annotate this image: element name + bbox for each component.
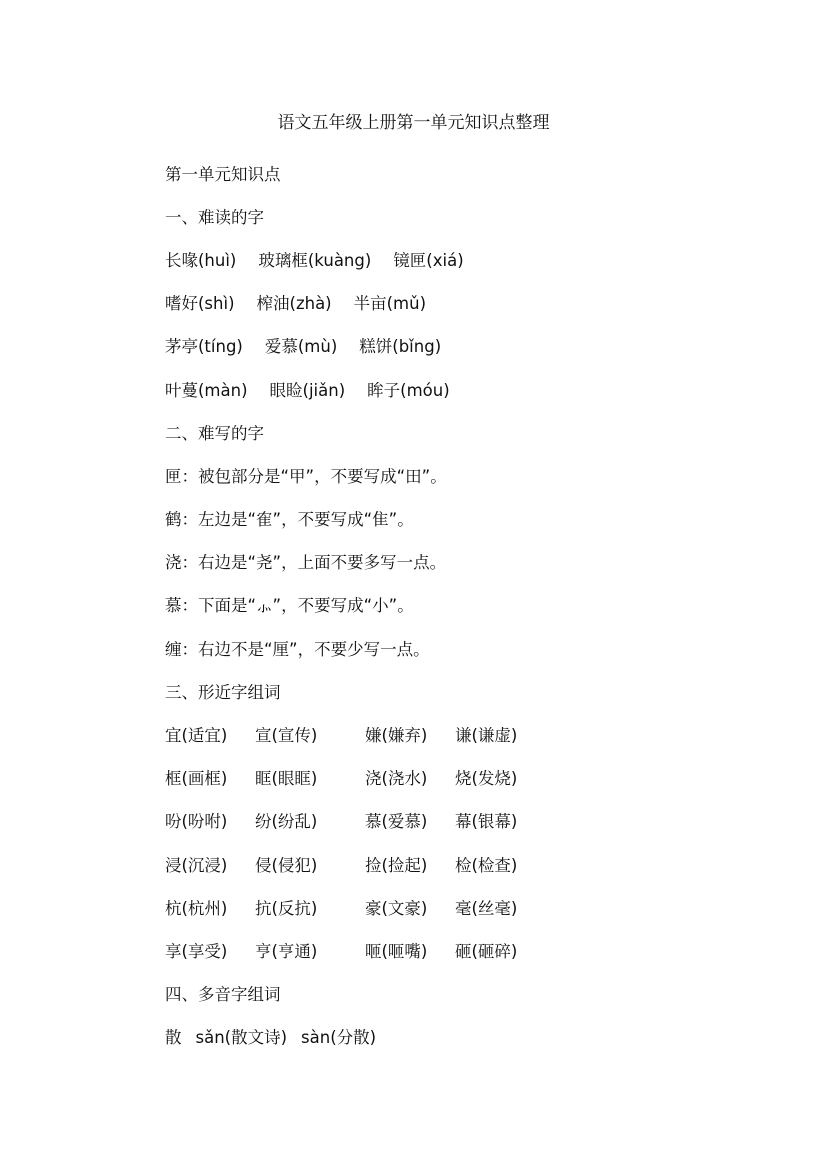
section-heading-hard-to-read: 一、难读的字: [165, 207, 264, 227]
similar-char-row: [165, 756, 785, 799]
similar-char-row: [165, 799, 785, 842]
word-item: 砸(砸碎): [455, 941, 518, 961]
word-item: 慕(爱慕): [365, 812, 428, 832]
word-item: 框(画框): [165, 769, 228, 789]
polyphonic-row: [165, 1015, 785, 1058]
word-item: 杭(杭州): [165, 898, 228, 918]
word-item: 咂(咂嘴): [365, 941, 428, 961]
word-item: 浸(沉浸): [165, 855, 228, 875]
word-item: 宜(适宜): [165, 726, 228, 746]
word-item: 幕(银幕): [455, 812, 518, 832]
word-item: 豪(文豪): [365, 898, 428, 918]
vocab-item: 榨油(zhà): [256, 294, 332, 314]
polyphonic-reading: sǎn(散文诗): [195, 1028, 288, 1048]
section-heading-polyphonic: 四、多音字组词: [165, 985, 281, 1005]
vocab-item: 爱慕(mù): [264, 337, 338, 357]
document-title: 语文五年级上册第一单元知识点整理: [277, 113, 550, 133]
vocab-item: 玻璃框(kuàng): [258, 250, 372, 270]
word-item: 烧(发烧): [455, 769, 518, 789]
vocab-item: 糕饼(bǐng): [359, 337, 442, 357]
word-item: 抗(反抗): [255, 898, 318, 918]
word-item: 浇(浇水): [365, 769, 428, 789]
vocab-row: [165, 324, 785, 367]
word-item: 嫌(嫌弃): [365, 726, 428, 746]
vocab-row: [165, 281, 785, 324]
vocab-item: 眸子(móu): [367, 380, 450, 400]
word-item: 捡(捡起): [365, 855, 428, 875]
word-item: 享(享受): [165, 941, 228, 961]
word-item: 检(检查): [455, 855, 518, 875]
vocab-row: [165, 367, 785, 410]
word-item: 毫(丝毫): [455, 898, 518, 918]
word-item: 亨(亨通): [255, 941, 318, 961]
section-heading-similar-chars: 三、形近字组词: [165, 682, 281, 702]
writing-note: 鹤：左边是“隺”，不要写成“隹”。: [165, 510, 414, 530]
word-item: 谦(谦虚): [455, 726, 518, 746]
vocab-item: 长喙(huì): [165, 250, 237, 270]
vocab-item: 嗜好(shì): [165, 294, 235, 314]
polyphonic-char: 散: [165, 1028, 182, 1048]
vocab-item: 叶蔓(màn): [165, 380, 248, 400]
writing-note: 缠：右边不是“厘”，不要少写一点。: [165, 639, 430, 659]
vocab-item: 茅亭(tíng): [165, 337, 243, 357]
vocab-item: 镜匣(xiá): [393, 250, 464, 270]
vocab-row: [165, 237, 785, 280]
vocab-item: 眼睑(jiǎn): [269, 380, 346, 400]
word-item: 眶(眼眶): [255, 769, 318, 789]
similar-char-row: [165, 928, 785, 971]
unit-heading: 第一单元知识点: [165, 164, 281, 184]
polyphonic-reading: sàn(分散): [301, 1028, 377, 1048]
document-body: [165, 151, 785, 1058]
writing-note: 匣：被包部分是“甲”，不要写成“田”。: [165, 466, 447, 486]
word-item: 吩(吩咐): [165, 812, 228, 832]
vocab-item: 半亩(mǔ): [353, 294, 427, 314]
similar-char-row: [165, 885, 785, 928]
section-heading-hard-to-write: 二、难写的字: [165, 423, 264, 443]
similar-char-row: [165, 712, 785, 755]
writing-note: 浇：右边是“尧”，上面不要多写一点。: [165, 553, 447, 573]
similar-char-row: [165, 842, 785, 885]
writing-note: 慕：下面是“⺗”，不要写成“小”。: [165, 596, 414, 616]
word-item: 宣(宣传): [255, 726, 318, 746]
word-item: 侵(侵犯): [255, 855, 318, 875]
word-item: 纷(纷乱): [255, 812, 318, 832]
